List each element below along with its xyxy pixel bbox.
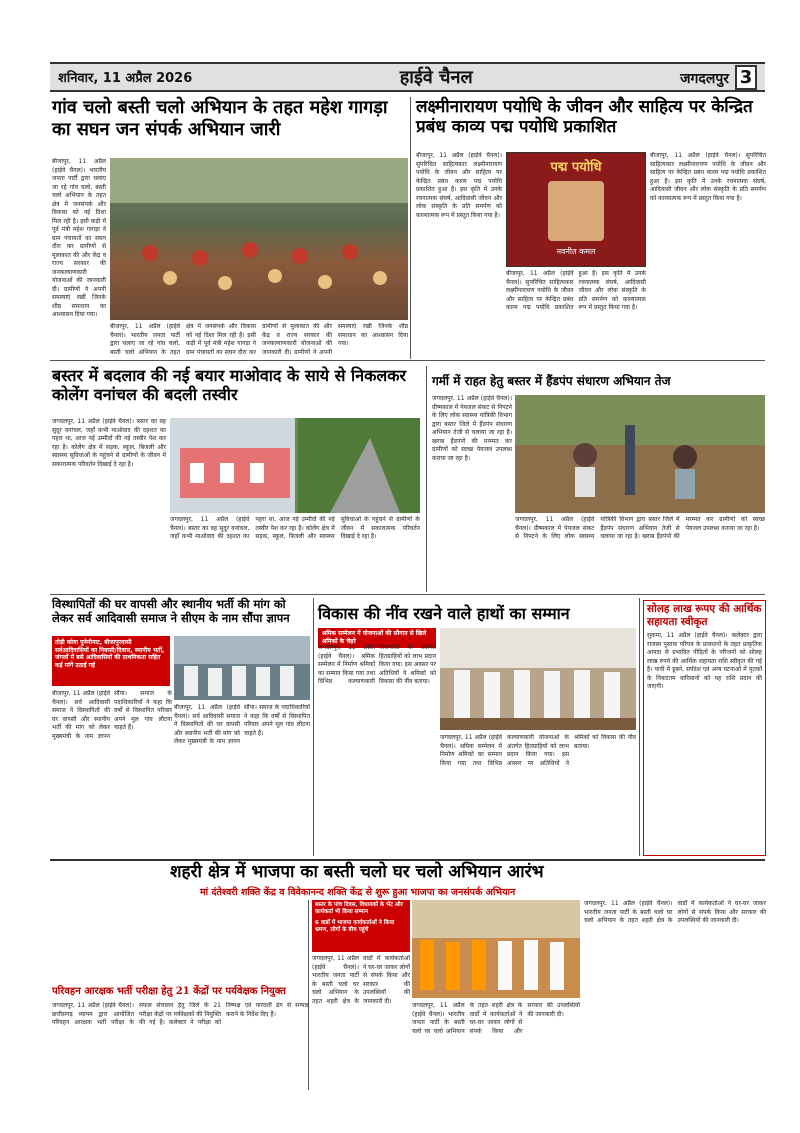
- article8-headline: शहरी क्षेत्र में भाजपा का बस्ती चलो घर चलो अभियान आरंभ: [170, 862, 544, 882]
- article6-headline: विकास की नींव रखने वाले हाथों का सम्मान: [318, 604, 570, 623]
- article5-photo: [174, 636, 310, 700]
- article1-photo: [110, 158, 408, 320]
- book-portrait: [548, 181, 604, 241]
- article8-bullet-1: बस्तर के पांच दिवस, विधायकों के भेंट और कार्यकर्ता भी किया सम्मान: [315, 902, 403, 915]
- article6-photo: [440, 628, 636, 730]
- article7-box: [643, 600, 766, 856]
- article3-body-cont: जगदलपुर, 11 अप्रैल (हाईवे चैनल)। बस्तर का वह सुदूर वनांचल, जहाँ कभी माओवाद की दहशत का पहरा था, आज नई उम्मीदों की नई तस्वीर पेश कर रहा है। कोलेंग क्षेत्र में सड़क, स्कूल, बिजली और स्वास्थ्य सुविधाओं के पहुंचने से ग्रामीणों के जीवन में सकारात्मक परिवर्तन दिखाई दे रहा है।: [170, 516, 420, 540]
- article5-banner: [52, 636, 170, 686]
- paper-name: हाईवे चैनल: [399, 67, 473, 88]
- issue-date: शनिवार, 11 अप्रैल 2026: [58, 71, 193, 86]
- article5-banner-text: तोड़ी कोया पुनेमीनाट, बीजापुरवासी सर्वआदिवासियों का निवासी/दिवास, स्थानीय भर्ती, जंगलों में बसे आदिवासियों की प्राथमिकता सहित कई मांगें उठाई गई: [55, 639, 165, 669]
- article8-body: जगदलपुर, 11 अप्रैल (हाईवे चैनल)। भारतीय जनता पार्टी के बस्ती चलो घर चलो अभियान के तहत शहरी क्षेत्र के वार्डों में कार्यकर्ताओं ने घर-घर जाकर लोगों से संपर्क किया और सरकार की उपलब्धियों की जानकारी दी।: [312, 955, 410, 1005]
- article8-body-cont: जगदलपुर, 11 अप्रैल (हाईवे चैनल)। भारतीय जनता पार्टी के बस्ती चलो घर चलो अभियान के तहत शहरी क्षेत्र के वार्डों में कार्यकर्ताओं ने घर-घर जाकर लोगों से संपर्क किया और सरकार की उपलब्धियों की जानकारी दी।: [412, 1002, 580, 1035]
- ceremony-photo-graphic: [440, 628, 636, 730]
- row-divider-2: [50, 594, 765, 595]
- article2-headline: लक्ष्मीनारायण पयोधि के जीवन और साहित्य पर केन्द्रित प्रबंध काव्य पद्म पयोधि प्रकाशित: [416, 97, 753, 138]
- article9-body: जगदलपुर, 11 अप्रैल (हाईवे चैनल)। छत्तीसगढ़ व्यापम द्वारा आयोजित परिवहन आरक्षक भर्ती परीक्षा के सफल संचालन हेतु जिले के 21 परीक्षा केंद्रों पर पर्यवेक्षकों की नियुक्ति की गई है। कलेक्टर ने परीक्षा को निष्पक्ष एवं पारदर्शी ढंग से सम्पन्न कराने के निर्देश दिए हैं।: [52, 1002, 308, 1026]
- article4-body: जगदलपुर, 11 अप्रैल (हाईवे चैनल)। ग्रीष्मकाल में पेयजल संकट से निपटने के लिए लोक स्वास्थ्य यांत्रिकी विभाग द्वारा बस्तर जिले में हैंडपंप संधारण अभियान तेजी से चलाया जा रहा है। खराब हैंडपंपों की मरम्मत कर ग्रामीणों को स्वच्छ पेयजल उपलब्ध कराया जा रहा है।: [432, 395, 512, 462]
- article5-headline: विस्थापितों की घर वापसी और स्थानीय भर्ती की मांग को लेकर सर्व आदिवासी समाज ने सीएम के नाम सौंपा ज्ञापन: [52, 597, 290, 625]
- article1-body: बीजापुर, 11 अप्रैल (हाईवे चैनल)। भारतीय जनता पार्टी द्वारा चलाए जा रहे गांव चलो, बस्ती चलो अभियान के तहत क्षेत्र में जनसंपर्क और विकास को नई दिशा मिल रही है। इसी कड़ी में पूर्व मंत्री महेश गागड़ा ने ग्राम पंचायतों का सघन दौरा कर ग्रामीणों से मुलाकात की और केंद्र व राज्य सरकार की जनकल्याणकारी योजनाओं की जानकारी दी। ग्रामीणों ने अपनी समस्याएं रखीं जिनके शीघ्र समाधान का आश्वासन दिया गया।: [52, 158, 106, 318]
- city-name: जगदलपुर: [680, 70, 729, 87]
- article5-body-cont: बीजापुर, 11 अप्रैल (हाईवे चैनल)। सर्व आदिवासी समाज ने विस्थापितों की घर वापसी और स्थानीय भर्ती की मांग को लेकर मुख्यमंत्री के नाम ज्ञापन सौंपा। समाज के पदाधिकारियों ने कहा कि वर्षों से विस्थापित परिवार अपने मूल गांव लौटना चाहते हैं।: [174, 704, 310, 745]
- article2-body: बीजापुर, 11 अप्रैल (हाईवे चैनल)। सुपरिचित साहित्यकार लक्ष्मीनारायण पयोधि के जीवन और साहित्य पर केन्द्रित प्रबंध काव्य पद्म पयोधि प्रकाशित हुआ है। इस कृति में उनके रचनात्मक संघर्ष, आदिवासी जीवन और लोक संस्कृति के प्रति समर्पण को काव्यात्मक रूप में प्रस्तुत किया गया है।: [416, 152, 502, 219]
- article8-photo: [412, 900, 580, 998]
- article3-body: जगदलपुर, 11 अप्रैल (हाईवे चैनल)। बस्तर का वह सुदूर वनांचल, जहाँ कभी माओवाद की दहशत का पहरा था, आज नई उम्मीदों की नई तस्वीर पेश कर रहा है। कोलेंग क्षेत्र में सड़क, स्कूल, बिजली और स्वास्थ्य सुविधाओं के पहुंचने से ग्रामीणों के जीवन में सकारात्मक परिवर्तन दिखाई दे रहा है।: [52, 418, 166, 468]
- column-divider-4: [639, 598, 640, 856]
- article4-photo: [515, 395, 765, 513]
- masthead: [50, 62, 765, 92]
- article9-headline: परिवहन आरक्षक भर्ती परीक्षा हेतु 21 केंद्रों पर पर्यवेक्षक नियुक्त: [52, 986, 286, 997]
- article8-body-right: जगदलपुर, 11 अप्रैल (हाईवे चैनल)। भारतीय जनता पार्टी के बस्ती चलो घर चलो अभियान के तहत शहरी क्षेत्र के वार्डों में कार्यकर्ताओं ने घर-घर जाकर लोगों से संपर्क किया और सरकार की उपलब्धियों की जानकारी दी।: [584, 900, 766, 924]
- row-divider: [50, 360, 765, 361]
- article3-headline: बस्तर में बदलाव की नई बयार माओवाद के साये से निकलकर कोलेंग वनांचल की बदली तस्वीर: [52, 366, 407, 405]
- article3-photo: [170, 418, 420, 513]
- group-photo-graphic: [174, 636, 310, 700]
- article6-tag: श्रमिक सम्मेलन में योजनाओं की सौगात से खिले श्रमिकों के चेहरे: [318, 628, 436, 648]
- school-building-graphic: [170, 418, 420, 513]
- city-page: [680, 65, 757, 90]
- article2-body-right: बीजापुर, 11 अप्रैल (हाईवे चैनल)। सुपरिचित साहित्यकार लक्ष्मीनारायण पयोधि के जीवन और साहित्य पर केन्द्रित प्रबंध काव्य पद्म पयोधि प्रकाशित हुआ है। इस कृति में उनके रचनात्मक संघर्ष, आदिवासी जीवन और लोक संस्कृति के प्रति समर्पण को काव्यात्मक रूप में प्रस्तुत किया गया है।: [650, 152, 766, 202]
- column-divider-2: [426, 366, 427, 592]
- crowd-photo-graphic: [110, 158, 408, 320]
- article6-body: जगदलपुर, 11 अप्रैल (हाईवे चैनल)। श्रमिक सम्मेलन में निर्माण श्रमिकों का सम्मान किया गया तथा विभिन्न कल्याणकारी योजनाओं के अंतर्गत हितग्राहियों को लाभ प्रदान किया गया। इस अवसर पर अतिथियों ने श्रमिकों को विकास की नींव बताया।: [318, 644, 436, 685]
- article8-bullets: [312, 900, 410, 952]
- article8-bullet-2: 6 वार्डों में भाजपा कार्यकर्ताओं ने किया भ्रमण, लोगों के बीच पहुंचे: [315, 920, 395, 933]
- book-author: नवनीत कमल: [556, 247, 596, 256]
- article6-body-cont: जगदलपुर, 11 अप्रैल (हाईवे चैनल)। श्रमिक सम्मेलन में निर्माण श्रमिकों का सम्मान किया गया तथा विभिन्न कल्याणकारी योजनाओं के अंतर्गत हितग्राहियों को लाभ प्रदान किया गया। इस अवसर पर अतिथियों ने श्रमिकों को विकास की नींव बताया।: [440, 734, 636, 767]
- article1-headline: गांव चलो बस्ती चलो अभियान के तहत महेश गागड़ा का सघन जन संपर्क अभियान जारी: [52, 97, 388, 140]
- article2-body-cont: बीजापुर, 11 अप्रैल (हाईवे चैनल)। सुपरिचित साहित्यकार लक्ष्मीनारायण पयोधि के जीवन और साहित्य पर केन्द्रित प्रबंध काव्य पद्म पयोधि प्रकाशित हुआ है। इस कृति में उनके रचनात्मक संघर्ष, आदिवासी जीवन और लोक संस्कृति के प्रति समर्पण को काव्यात्मक रूप में प्रस्तुत किया गया है।: [506, 270, 646, 311]
- article8-subheadline: मां दंतेश्वरी शक्ति केंद्र व विवेकानन्द शक्ति केंद्र से शुरू हुआ भाजपा का जनसंपर्क अभियान: [200, 887, 516, 898]
- article5-body: बीजापुर, 11 अप्रैल (हाईवे चैनल)। सर्व आदिवासी समाज ने विस्थापितों की घर वापसी और स्थानीय भर्ती की मांग को लेकर मुख्यमंत्री के नाम ज्ञापन सौंपा। समाज के पदाधिकारियों ने कहा कि वर्षों से विस्थापित परिवार अपने मूल गांव लौटना चाहते हैं।: [52, 690, 172, 740]
- handpump-photo-graphic: [515, 395, 765, 513]
- row-divider-3: [50, 859, 765, 861]
- article7-body: सुकमा, 11 अप्रैल (हाईवे चैनल)। कलेक्टर द्वारा राजस्व पुस्तक परिपत्र के प्रावधानों के तहत प्राकृतिक आपदा से प्रभावित पीड़ितों के परिजनों को सोलह लाख रुपये की आर्थिक सहायता राशि स्वीकृत की गई है। पानी में डूबने, सर्पदंश एवं अन्य घटनाओं में मृतकों के निकटतम वारिसानों को यह राशि प्रदान की जाएगी।: [647, 632, 762, 691]
- article4-body-cont: जगदलपुर, 11 अप्रैल (हाईवे चैनल)। ग्रीष्मकाल में पेयजल संकट से निपटने के लिए लोक स्वास्थ्य यांत्रिकी विभाग द्वारा बस्तर जिले में हैंडपंप संधारण अभियान तेजी से चलाया जा रहा है। खराब हैंडपंपों की मरम्मत कर ग्रामीणों को स्वच्छ पेयजल उपलब्ध कराया जा रहा है।: [515, 516, 765, 540]
- article1-body-cont: बीजापुर, 11 अप्रैल (हाईवे चैनल)। भारतीय जनता पार्टी द्वारा चलाए जा रहे गांव चलो, बस्ती चलो अभियान के तहत क्षेत्र में जनसंपर्क और विकास को नई दिशा मिल रही है। इसी कड़ी में पूर्व मंत्री महेश गागड़ा ने ग्राम पंचायतों का सघन दौरा कर ग्रामीणों से मुलाकात की और केंद्र व राज्य सरकार की जनकल्याणकारी योजनाओं की जानकारी दी। ग्रामीणों ने अपनी समस्याएं रखीं जिनके शीघ्र समाधान का आश्वासन दिया गया।: [110, 323, 408, 356]
- rally-photo-graphic: [412, 900, 580, 998]
- book-cover: [506, 152, 646, 267]
- article7-headline: सोलह लाख रूपए की आर्थिक सहायता स्वीकृत: [647, 603, 762, 628]
- column-divider-3: [313, 598, 314, 856]
- book-title: पद्म पयोधि: [550, 160, 602, 175]
- article4-headline: गर्मी में राहत हेतु बस्तर में हैंडपंप संधारण अभियान तेज: [432, 374, 671, 388]
- column-divider: [410, 97, 411, 359]
- column-divider-5: [308, 900, 309, 1090]
- page-number: 3: [735, 65, 757, 90]
